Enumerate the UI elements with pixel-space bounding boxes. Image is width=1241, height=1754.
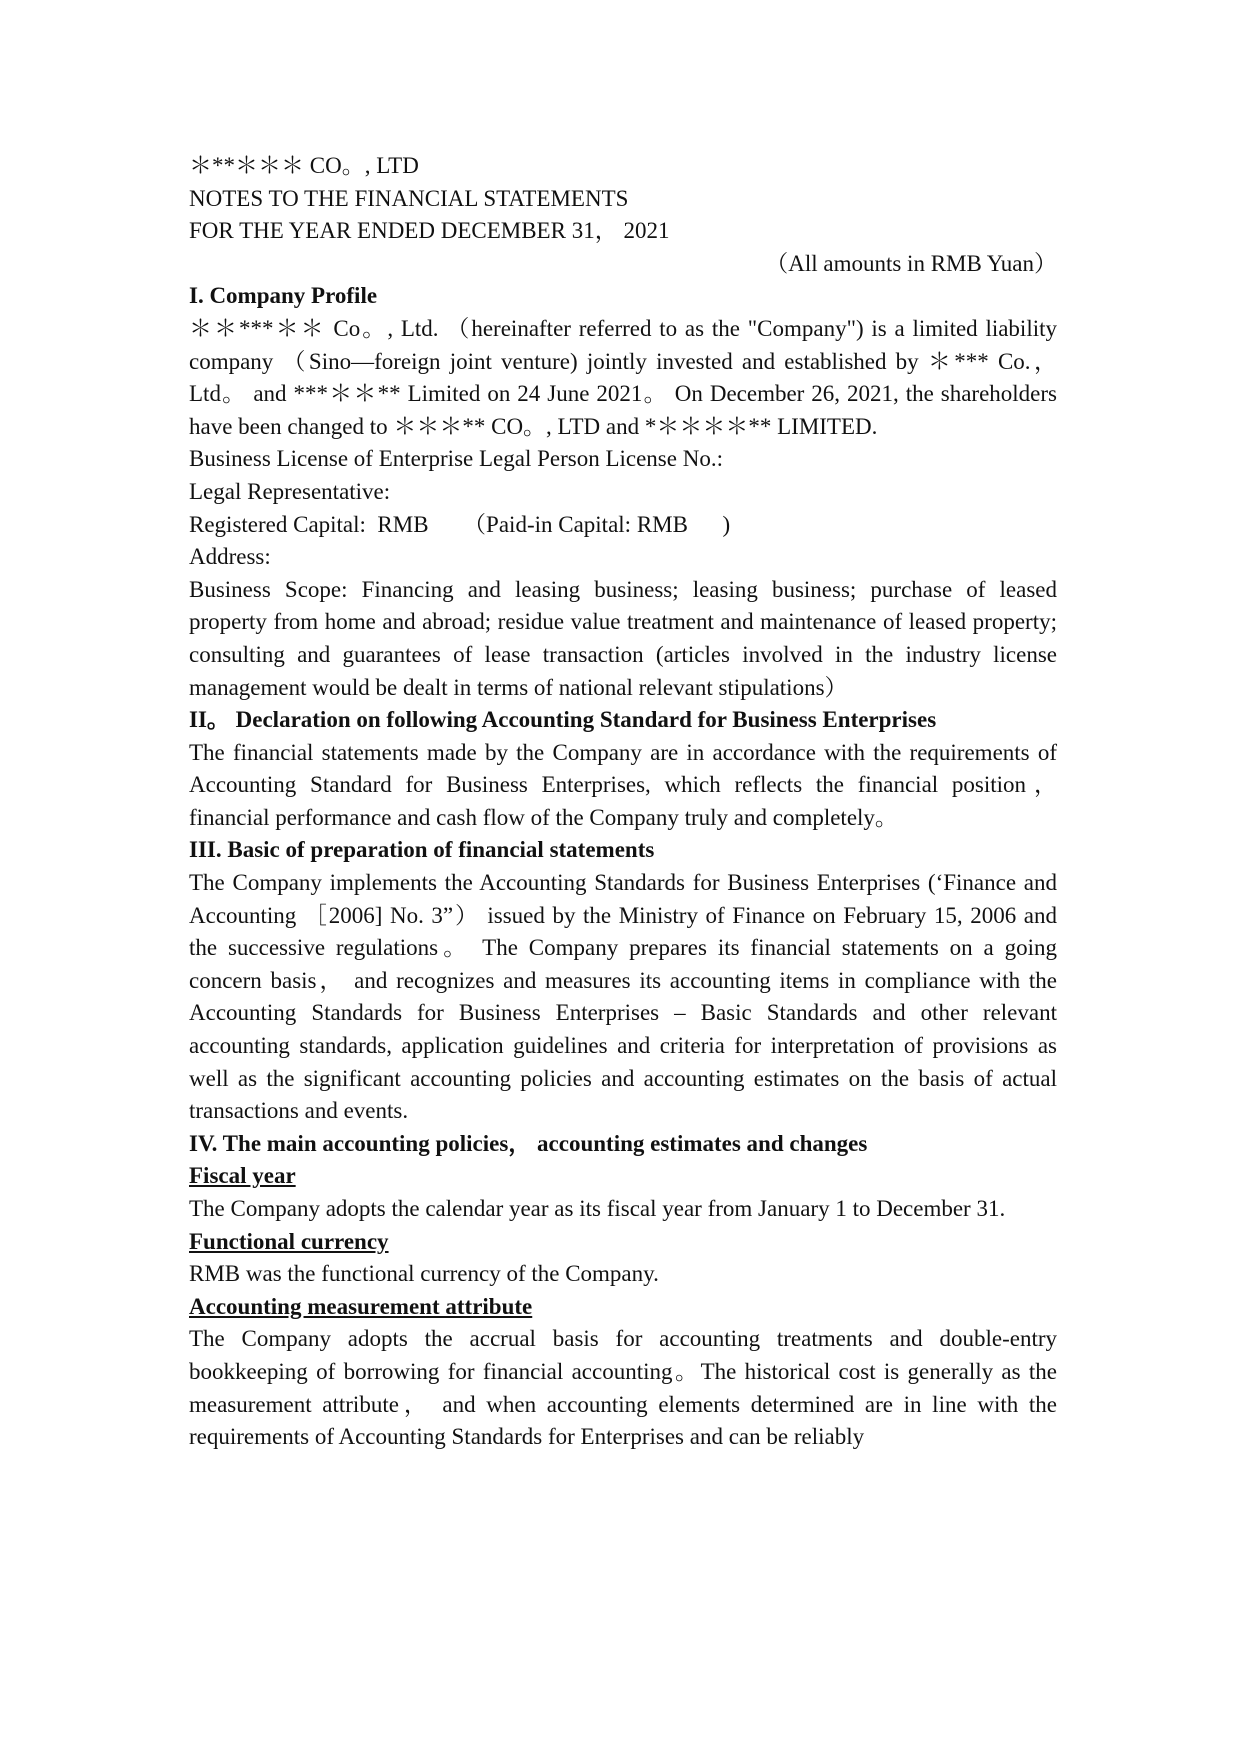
declaration-paragraph: The financial statements made by the Company are in accordance with the requirements of Accounting Standard for Business Enterprises, which reflects the financial position， financial performance and cash flow of the Company truly and completely。 xyxy=(189,739,1057,830)
business-scope-paragraph: Business Scope: Financing and leasing business; leasing business; purchase of leased property from home and abroad; residue value treatment and maintenance of leased property; consulting and guarantees of lease transaction (articles involved in the industry license management would be dealt in terms of national relevant stipulations） xyxy=(189,576,1057,700)
section-heading-basis-of-preparation: III. Basic of preparation of financial statements xyxy=(189,837,655,863)
company-name: ＊**＊＊＊ CO。, LTD xyxy=(189,153,419,178)
company-profile-paragraph: ＊＊***＊＊ Co。, Ltd. （hereinafter referred to as the "Company") is a limited liability company （Sino—foreign joint venture) jointly invested and established by ＊*** Co.， Ltd。 and ***＊＊** Limited on 24 June 2021。 On December 26, 2021, the shareholders have been changed to ＊＊＊** CO。, LTD and *＊＊＊＊** LIMITED. xyxy=(189,315,1057,439)
license-number-line: Business License of Enterprise Legal Person License No.: xyxy=(189,446,723,472)
basis-of-preparation-paragraph: The Company implements the Accounting Standards for Business Enterprises (‘Finance and Accounting ［2006] No. 3”） issued by the Ministry of Finance on February 15, 2006 and the successive regulations。 The Company prepares its financial statements on a going concern basis， and recognizes and measures its accounting items in compliance with the Accounting Standards for Business Enterprises – Basic Standards and other relevant accounting standards, application guidelines and criteria for interpretation of provisions as well as the significant accounting policies and accounting estimates on the basis of actual transactions and events. xyxy=(189,870,1057,1124)
reporting-period: FOR THE YEAR ENDED DECEMBER 31， 2021 xyxy=(189,218,670,244)
section-heading-company-profile: I. Company Profile xyxy=(189,283,378,309)
section-heading-accounting-policies: IV. The main accounting policies， accounting estimates and changes xyxy=(189,1130,868,1156)
subheading-fiscal-year: Fiscal year xyxy=(189,1163,296,1189)
fiscal-year-paragraph: The Company adopts the calendar year as its fiscal year from January 1 to December 31. xyxy=(189,1196,1006,1221)
measurement-attribute-paragraph: The Company adopts the accrual basis for accounting treatments and double-entry bookkeeping of borrowing for financial accounting。The historical cost is generally as the measurement attribute， and when accounting elements determined are in line with the requirements of Accounting Standards for Enterprises and can be reliably xyxy=(189,1326,1057,1450)
subheading-measurement-attribute: Accounting measurement attribute xyxy=(189,1293,533,1319)
functional-currency-paragraph: RMB was the functional currency of the Company. xyxy=(189,1261,659,1287)
address-line: Address: xyxy=(189,544,271,570)
subheading-functional-currency: Functional currency xyxy=(189,1228,389,1254)
document-page xyxy=(189,150,1057,1454)
section-heading-declaration: II。 Declaration on following Accounting Standard for Business Enterprises xyxy=(189,707,937,733)
registered-capital-line: Registered Capital: RMB （Paid-in Capital: RMB ) xyxy=(189,511,731,537)
document-title: NOTES TO THE FINANCIAL STATEMENTS xyxy=(189,185,629,211)
legal-representative-line: Legal Representative: xyxy=(189,478,391,504)
amounts-note: （All amounts in RMB Yuan） xyxy=(765,250,1057,276)
